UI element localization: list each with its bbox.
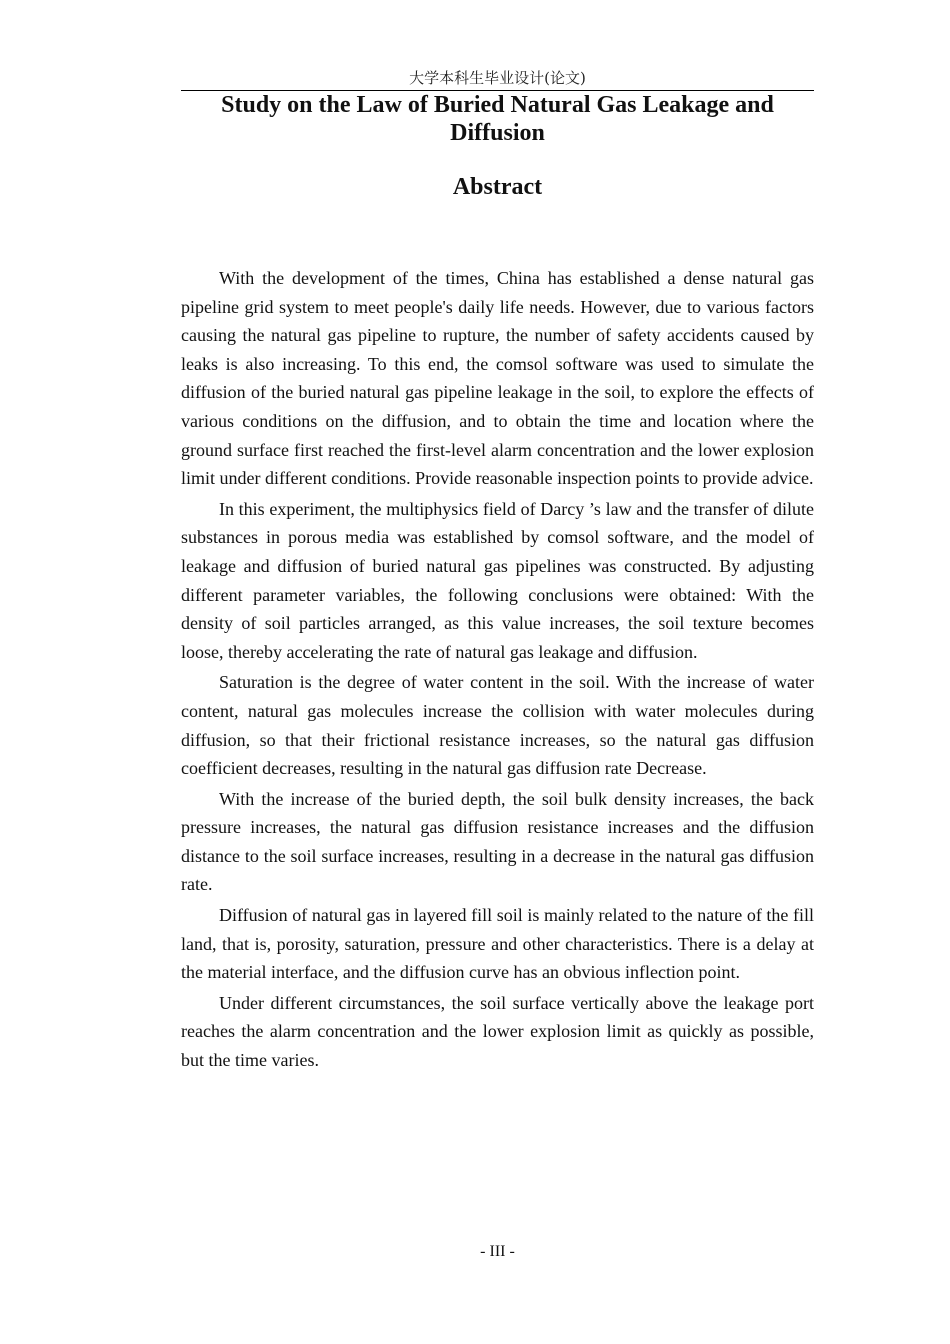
document-title: Study on the Law of Buried Natural Gas Leakage and Diffusion (221, 92, 774, 146)
abstract-paragraph: With the development of the times, China has established a dense natural gas pipeline grid system to meet people's daily life needs. However, due to various factors causing the natural gas pipeline to rupture, the number of safety accidents caused by leaks is also increasing. To this end, the comsol software was used to simulate the diffusion of the buried natural gas pipeline leakage in the soil, to explore the effects of various conditions on the diffusion, and to obtain the time and location where the ground surface first reached the first-level alarm concentration and the lower explosion limit under different conditions. Provide reasonable inspection points to provide advice. (181, 268, 814, 489)
abstract-paragraph: Under different circumstances, the soil surface vertically above the leakage port reaches the alarm concentration and the lower explosion limit as quickly as possible, but the time varies. (181, 992, 814, 1071)
abstract-paragraph: With the increase of the buried depth, the soil bulk density increases, the back pressure increases, the natural gas diffusion resistance increases and the diffusion distance to the soil surface increases, resulting in a decrease in the natural gas diffusion rate. (181, 788, 814, 895)
abstract-paragraph: Saturation is the degree of water content in the soil. With the increase of water content, natural gas molecules increase the collision with water molecules during diffusion, so that their frictional resistance increases, so the natural gas diffusion coefficient decreases, resulting in the natural gas diffusion rate Decrease. (181, 672, 814, 779)
abstract-heading: Abstract (452, 174, 543, 200)
abstract-body (181, 264, 814, 1077)
running-header: 大学本科生毕业设计(论文) (409, 69, 586, 87)
page-number: - III - (480, 1243, 515, 1260)
abstract-paragraph: In this experiment, the multiphysics field of Darcy ’s law and the transfer of dilute substances in porous media was established by comsol software, and the model of leakage and diffusion of buried natural gas pipelines was constructed. By adjusting different parameter variables, the following conclusions were obtained: With the density of soil particles arranged, as this value increases, the soil texture becomes loose, thereby accelerating the rate of natural gas leakage and diffusion. (181, 498, 814, 662)
abstract-paragraph: Diffusion of natural gas in layered fill soil is mainly related to the nature of the fill land, that is, porosity, saturation, pressure and other characteristics. There is a delay at the material interface, and the diffusion curve has an obvious inflection point. (181, 905, 814, 983)
